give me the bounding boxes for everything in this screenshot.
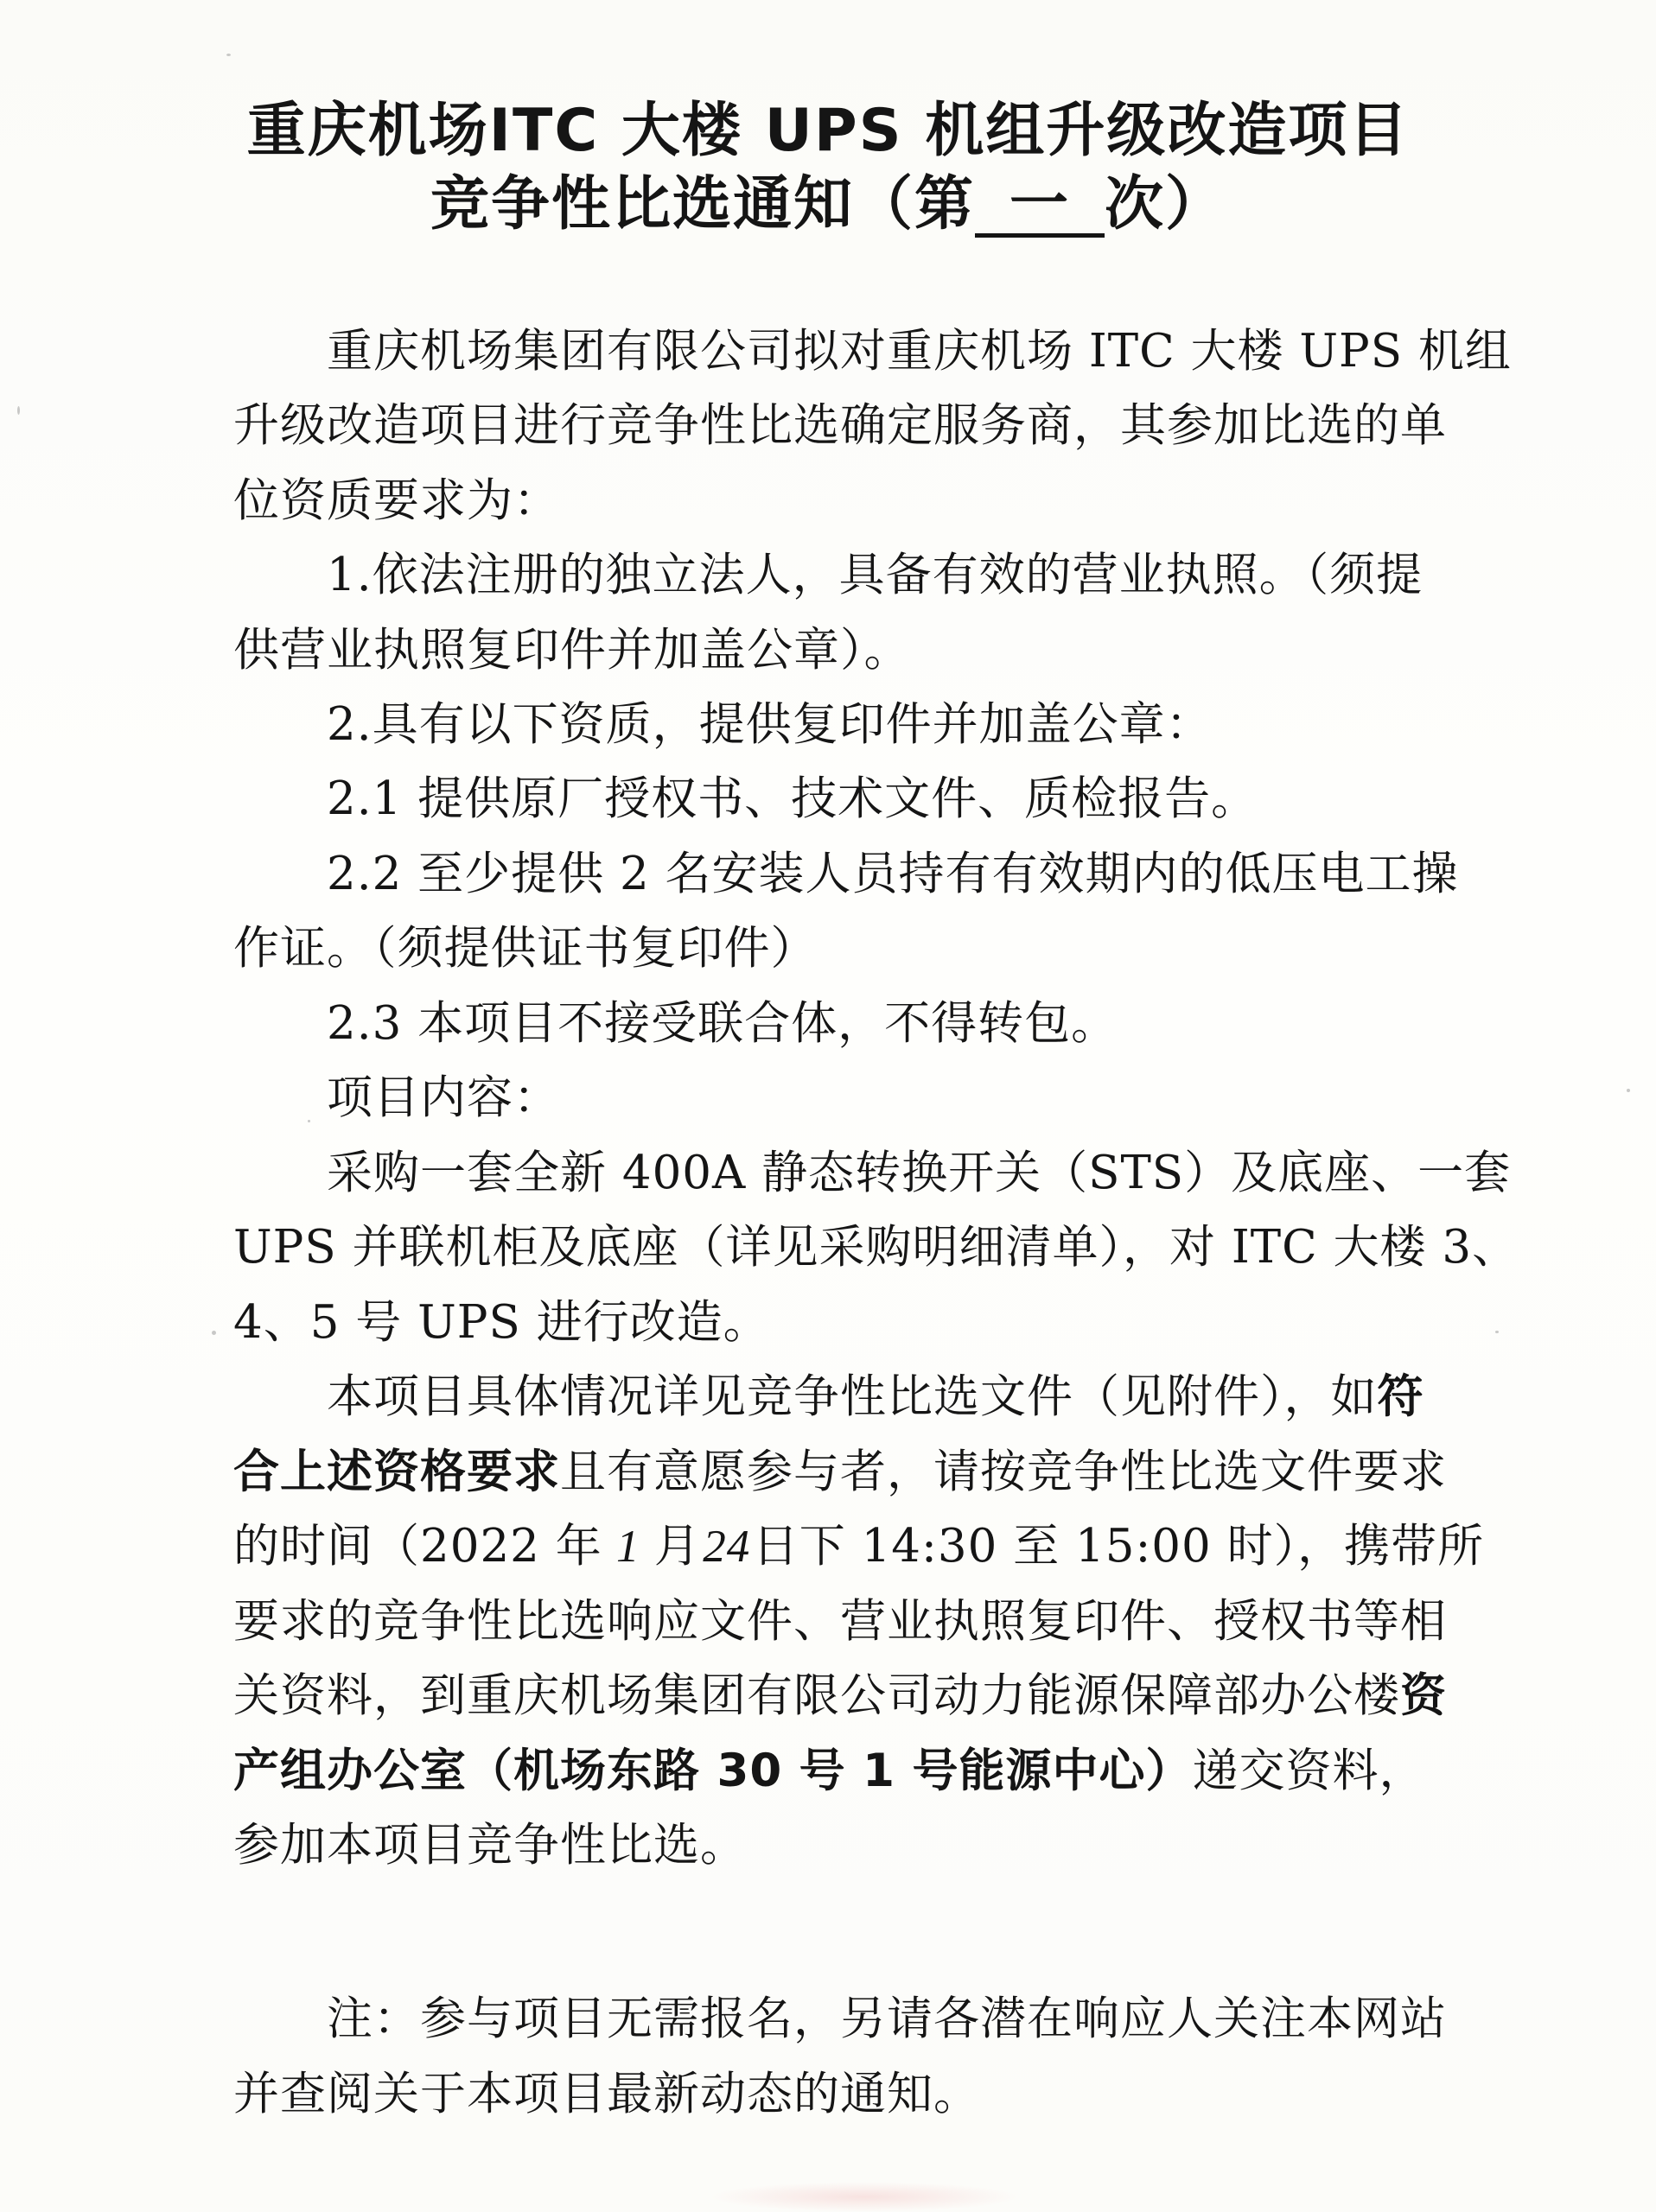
project-content-line-1: 采购一套全新 400A 静态转换开关（STS）及底座、一套 xyxy=(327,1147,1512,1199)
details-line-2-bold: 合上述资格要求 xyxy=(233,1446,560,1498)
intro-line-3: 位资质要求为： xyxy=(233,474,560,527)
requirement-2: 2.具有以下资质，提供复印件并加盖公章： xyxy=(327,698,1213,751)
details-line-5-text: 关资料，到重庆机场集团有限公司动力能源保障部办公楼 xyxy=(233,1669,1400,1722)
details-line-6-bold: 产组办公室（机场东路 30 号 1 号能源中心） xyxy=(233,1745,1193,1797)
details-line-2-text: 且有意愿参与者，请按竞争性比选文件要求 xyxy=(560,1446,1447,1498)
details-line-3 xyxy=(233,1520,1485,1573)
requirement-2-2-line-2: 作证。（须提供证书复印件） xyxy=(233,922,818,975)
title-prefix: 竞争性比选通知（第 xyxy=(430,170,975,238)
details-line-1 xyxy=(327,1370,1424,1423)
details-date-time: 日下 14:30 至 15:00 时），携带所 xyxy=(752,1520,1485,1573)
details-line-2 xyxy=(233,1446,1447,1498)
details-line-7: 参加本项目竞争性比选。 xyxy=(233,1819,747,1872)
title-suffix: 次） xyxy=(1105,170,1226,238)
project-content-line-2: UPS 并联机柜及底座（详见采购明细清单），对 ITC 大楼 3、 xyxy=(233,1221,1519,1274)
details-line-5-bold: 资 xyxy=(1400,1669,1447,1722)
details-line-1-text: 本项目具体情况详见竞争性比选文件（见附件），如 xyxy=(327,1370,1378,1423)
document-title-line-2 xyxy=(0,170,1656,238)
note-line-2: 并查阅关于本项目最新动态的通知。 xyxy=(233,2068,980,2120)
details-line-5 xyxy=(233,1669,1447,1722)
details-line-6 xyxy=(233,1745,1426,1797)
note-line-1: 注：参与项目无需报名，另请各潜在响应人关注本网站 xyxy=(327,1993,1447,2045)
requirement-2-2-line-1: 2.2 至少提供 2 名安装人员持有有效期内的低压电工操 xyxy=(327,848,1459,900)
intro-line-2: 升级改造项目进行竞争性比选确定服务商，其参加比选的单 xyxy=(233,399,1447,452)
details-date-month-label: 月 xyxy=(653,1520,701,1573)
details-line-1-bold: 符 xyxy=(1377,1370,1424,1423)
requirement-1-line-2: 供营业执照复印件并加盖公章）。 xyxy=(233,624,911,677)
requirement-2-1: 2.1 提供原厂授权书、技术文件、质检报告。 xyxy=(327,772,1258,825)
handwritten-day: 24 xyxy=(703,1522,751,1572)
handwritten-month: 1 xyxy=(615,1522,640,1572)
title-sequence-number: 一 xyxy=(975,177,1105,238)
details-line-4: 要求的竞争性比选响应文件、营业执照复印件、授权书等相 xyxy=(233,1595,1447,1648)
project-content-heading: 项目内容： xyxy=(327,1071,560,1124)
document-title-line-1: 重庆机场ITC 大楼 UPS 机组升级改造项目 xyxy=(246,97,1410,165)
requirement-1-line-1: 1.依法注册的独立法人，具备有效的营业执照。（须提 xyxy=(327,549,1424,601)
details-line-6-text: 递交资料， xyxy=(1192,1745,1426,1797)
requirement-2-3: 2.3 本项目不接受联合体，不得转包。 xyxy=(327,997,1118,1050)
intro-line-1: 重庆机场集团有限公司拟对重庆机场 ITC 大楼 UPS 机组 xyxy=(327,325,1512,378)
details-date-year: 的时间（2022 年 xyxy=(233,1520,602,1573)
scan-edge-tint xyxy=(709,2182,1020,2212)
project-content-line-3: 4、5 号 UPS 进行改造。 xyxy=(233,1296,770,1349)
